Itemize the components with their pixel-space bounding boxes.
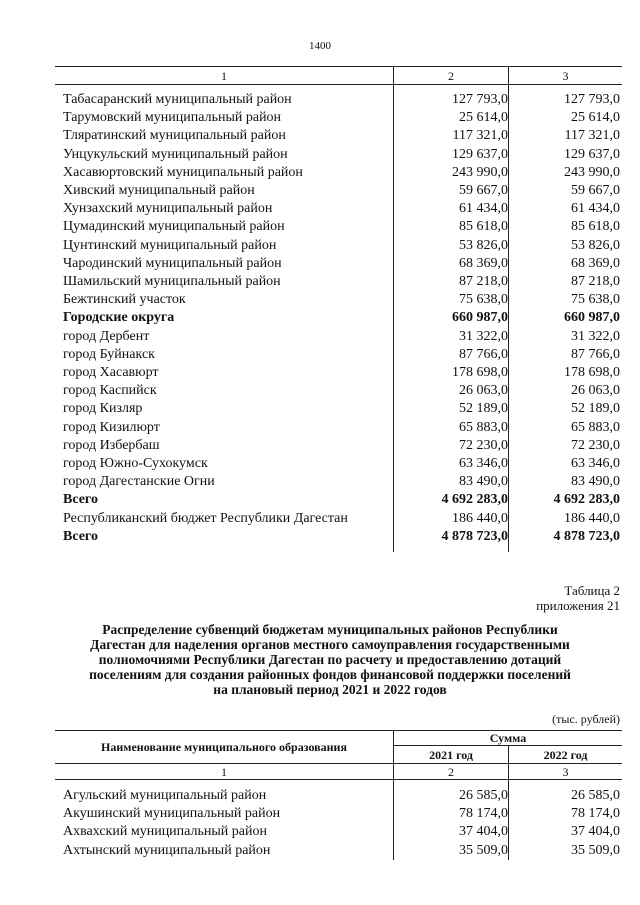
table-row	[0, 91, 640, 109]
table-row	[0, 473, 640, 491]
table-row	[0, 109, 640, 127]
row-name: город Каспийск	[63, 383, 157, 399]
table-row	[0, 510, 640, 528]
title-line: на плановый период 2021 и 2022 годов	[213, 682, 447, 697]
row-value-col-2: 72 230,0	[459, 437, 508, 453]
table-row	[0, 146, 640, 164]
row-value-col-2: 129 637,0	[452, 146, 508, 162]
row-name: Тарумовский муниципальный район	[63, 110, 282, 126]
row-value-col-3: 4 878 723,0	[553, 528, 620, 544]
row-value-col-3: 660 987,0	[564, 310, 620, 326]
table-1-col-number-2: 2	[448, 69, 454, 83]
table-caption-line-1: Таблица 2	[564, 583, 620, 598]
row-name: Городские округа	[63, 310, 175, 326]
row-name: Цумадинский муниципальный район	[63, 219, 285, 235]
table-2-header-year-2021: 2021 год	[429, 748, 473, 762]
row-value-col-3: 31 322,0	[571, 328, 620, 344]
row-value-col-3: 59 667,0	[571, 183, 620, 198]
row-value-col-3: 65 883,0	[571, 419, 620, 435]
row-value-col-2: 178 698,0	[452, 365, 508, 380]
table-row	[0, 309, 640, 327]
table-row	[0, 842, 640, 860]
table-row	[0, 419, 640, 437]
row-value-col-2: 35 509,0	[459, 842, 508, 858]
table-caption-line-2: приложения 21	[536, 598, 620, 613]
row-value-col-2: 4 692 283,0	[441, 492, 508, 508]
row-value-col-2: 85 618,0	[459, 219, 508, 235]
table-2-header-sum: Сумма	[489, 731, 527, 745]
row-value-col-3: 186 440,0	[564, 510, 620, 526]
row-value-col-3: 4 692 283,0	[553, 492, 620, 508]
row-value-col-3: 37 404,0	[571, 824, 620, 840]
row-name: Акушинский муниципальный район	[63, 806, 281, 822]
row-name: город Южно-Сухокумск	[63, 456, 208, 471]
table-row	[0, 255, 640, 273]
row-value-col-3: 26 585,0	[571, 788, 620, 803]
row-value-col-2: 26 585,0	[459, 788, 508, 803]
row-value-col-3: 127 793,0	[564, 92, 620, 107]
table-row	[0, 823, 640, 841]
row-value-col-2: 53 826,0	[459, 237, 508, 253]
row-value-col-3: 68 369,0	[571, 255, 620, 271]
table-1-col-number-3: 3	[562, 69, 569, 83]
document-title	[40, 622, 620, 697]
table-row	[0, 200, 640, 218]
row-value-col-2: 68 369,0	[459, 255, 508, 271]
row-value-col-2: 87 766,0	[459, 346, 508, 362]
table-row	[0, 437, 640, 455]
row-value-col-3: 25 614,0	[571, 110, 620, 126]
row-value-col-2: 660 987,0	[452, 310, 508, 326]
row-value-col-2: 186 440,0	[452, 510, 508, 526]
row-name: Республиканский бюджет Республики Дагестан	[63, 510, 348, 526]
row-value-col-3: 35 509,0	[571, 842, 620, 858]
row-value-col-3: 63 346,0	[571, 456, 620, 471]
row-name: Агульский муниципальный район	[63, 788, 267, 803]
row-value-col-2: 31 322,0	[459, 328, 508, 344]
table-row	[0, 491, 640, 509]
row-name: Табасаранский муниципальный район	[63, 92, 292, 107]
table-row	[0, 164, 640, 182]
table-row	[0, 805, 640, 823]
row-value-col-2: 63 346,0	[459, 456, 508, 471]
row-name: Тляратинский муниципальный район	[63, 128, 286, 144]
table-row	[0, 218, 640, 236]
row-value-col-3: 75 638,0	[571, 292, 620, 308]
row-value-col-3: 53 826,0	[571, 237, 620, 253]
table-row	[0, 787, 640, 805]
row-name: Всего	[63, 492, 98, 508]
table-row	[0, 127, 640, 145]
row-value-col-3: 26 063,0	[571, 383, 620, 399]
table-2-col-number-2: 2	[448, 765, 454, 779]
row-name: город Буйнакск	[63, 346, 155, 362]
row-value-col-3: 85 618,0	[571, 219, 620, 235]
row-name: Ахтынский муниципальный район	[63, 842, 271, 858]
table-row	[0, 346, 640, 364]
row-value-col-3: 87 218,0	[571, 274, 620, 289]
row-name: Хунзахский муниципальный район	[63, 201, 273, 217]
row-value-col-2: 26 063,0	[459, 383, 508, 399]
table-row	[0, 273, 640, 291]
table-row	[0, 455, 640, 473]
title-line: Распределение субвенций бюджетам муниципальных районов Республики	[102, 622, 558, 637]
row-name: Унцукульский муниципальный район	[63, 146, 288, 162]
row-value-col-3: 78 174,0	[571, 806, 620, 822]
row-value-col-3: 72 230,0	[571, 437, 620, 453]
row-name: Шамильский муниципальный район	[63, 274, 281, 289]
row-value-col-2: 37 404,0	[459, 824, 508, 840]
row-value-col-3: 87 766,0	[571, 346, 620, 362]
table-2-header-border	[55, 763, 622, 764]
title-line: полномочиями Республики Дагестан по расчету и предоставлению дотаций	[98, 652, 562, 667]
table-2-header-year-2022: 2022 год	[543, 748, 588, 762]
row-name: город Хасавюрт	[63, 365, 159, 380]
row-value-col-3: 83 490,0	[571, 474, 620, 490]
row-value-col-2: 87 218,0	[459, 274, 508, 289]
table-row	[0, 400, 640, 418]
table-row	[0, 328, 640, 346]
row-name: Чародинский муниципальный район	[63, 255, 282, 271]
units-label: (тыс. рублей)	[552, 712, 620, 726]
row-value-col-2: 83 490,0	[459, 474, 508, 490]
table-2-col-number-3: 3	[562, 765, 569, 779]
table-2-header-name: Наименование муниципального образования	[101, 740, 347, 754]
table-row	[0, 382, 640, 400]
table-row	[0, 364, 640, 382]
table-1-col-number-1: 1	[221, 69, 227, 83]
row-value-col-3: 178 698,0	[564, 365, 620, 380]
row-name: Цунтинский муниципальный район	[63, 237, 277, 253]
row-value-col-2: 25 614,0	[459, 110, 508, 126]
row-value-col-2: 65 883,0	[459, 419, 508, 435]
row-name: Бежтинский участок	[63, 292, 186, 308]
title-line: Дагестан для наделения органов местного самоуправления государственными	[90, 637, 570, 652]
row-value-col-2: 75 638,0	[459, 292, 508, 308]
row-name: город Кизилюрт	[63, 419, 160, 435]
row-value-col-2: 243 990,0	[452, 164, 508, 180]
row-value-col-3: 52 189,0	[571, 401, 620, 417]
row-value-col-2: 78 174,0	[459, 806, 508, 822]
table-row	[0, 182, 640, 200]
row-name: город Избербаш	[63, 437, 160, 453]
row-value-col-2: 52 189,0	[459, 401, 508, 417]
row-value-col-2: 61 434,0	[459, 201, 508, 217]
row-name: Всего	[63, 528, 98, 544]
row-value-col-2: 117 321,0	[452, 128, 508, 144]
row-value-col-3: 61 434,0	[571, 201, 620, 217]
page-number: 1400	[309, 40, 331, 52]
table-caption	[536, 583, 620, 613]
row-name: Хасавюртовский муниципальный район	[63, 164, 303, 180]
row-name: Хивский муниципальный район	[63, 183, 255, 198]
table-2-col-number-1: 1	[221, 765, 227, 779]
table-row	[0, 291, 640, 309]
row-value-col-3: 243 990,0	[564, 164, 620, 180]
row-name: город Дагестанские Огни	[63, 474, 215, 490]
row-value-col-2: 4 878 723,0	[441, 528, 508, 544]
row-value-col-2: 127 793,0	[452, 92, 508, 107]
table-row	[0, 528, 640, 546]
title-line: поселениям для создания районных фондов финансовой поддержки поселений	[89, 667, 571, 682]
row-name: город Дербент	[63, 328, 150, 344]
row-value-col-2: 59 667,0	[459, 183, 508, 198]
table-row	[0, 237, 640, 255]
row-name: город Кизляр	[63, 401, 143, 417]
row-value-col-3: 117 321,0	[564, 128, 620, 144]
table-1-header-border	[55, 84, 622, 85]
row-value-col-3: 129 637,0	[564, 146, 620, 162]
row-name: Ахвахский муниципальный район	[63, 824, 267, 840]
table-1-top-border	[55, 66, 622, 67]
